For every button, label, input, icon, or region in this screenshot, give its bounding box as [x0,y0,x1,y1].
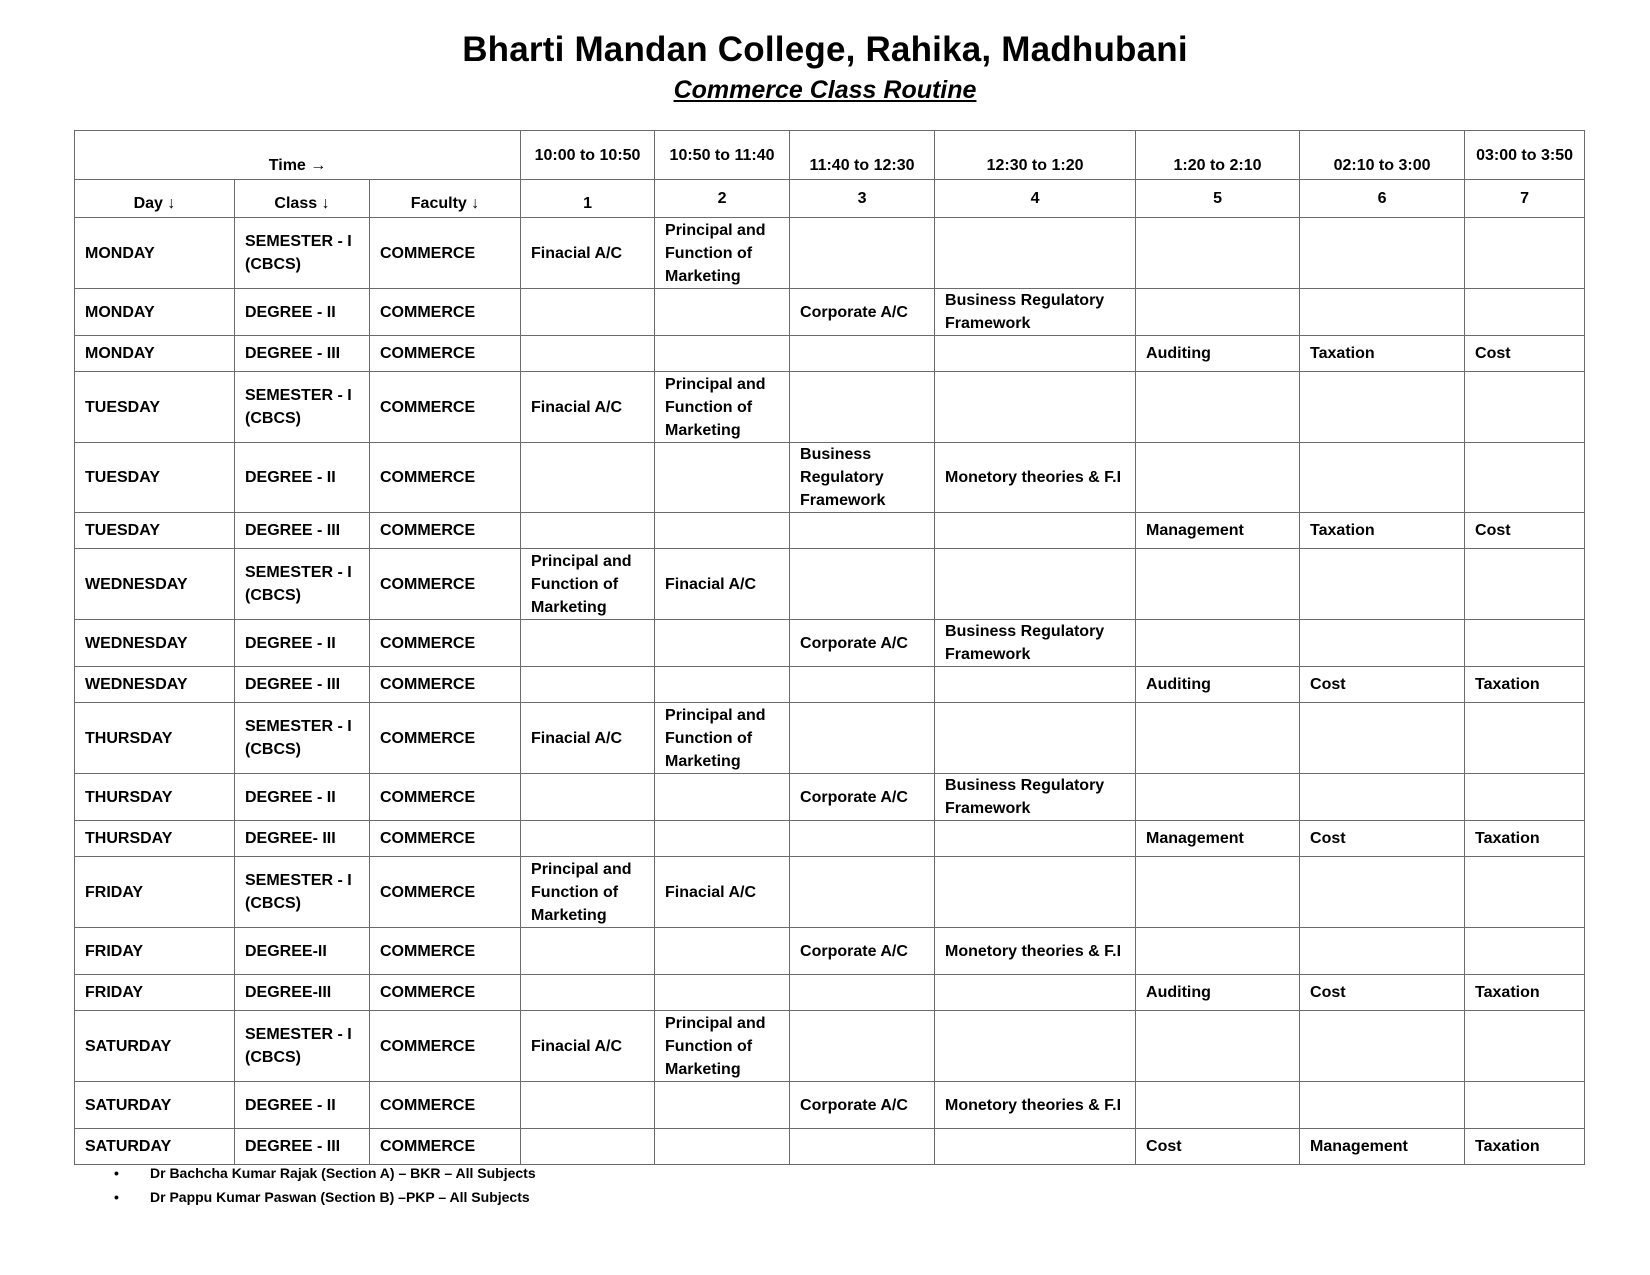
period-1-cell [521,443,655,513]
period-2-cell: Principal and Function of Marketing [655,1011,790,1082]
period-7-cell [1465,928,1585,975]
period-5-cell [1136,928,1300,975]
table-row [75,372,1585,443]
period-7-cell [1465,703,1585,774]
period-7-cell [1465,372,1585,443]
day-cell: TUESDAY [75,443,235,513]
period-6-cell: Taxation [1300,513,1465,549]
class-cell: DEGREE - II [235,774,370,821]
time-slot-6: 02:10 to 3:00 [1300,131,1465,180]
period-4-cell [935,336,1136,372]
period-3-cell [790,1011,935,1082]
faculty-note-text: Dr Pappu Kumar Paswan (Section B) –PKP – All Subjects [150,1189,530,1205]
period-7-cell: Taxation [1465,821,1585,857]
class-column-header: Class ↓ [235,180,370,218]
period-5-cell [1136,1082,1300,1129]
faculty-note-text: Dr Bachcha Kumar Rajak (Section A) – BKR – All Subjects [150,1165,536,1181]
period-5-cell [1136,857,1300,928]
period-3-cell [790,218,935,289]
period-4-cell [935,703,1136,774]
faculty-cell: COMMERCE [370,372,521,443]
period-4-cell [935,975,1136,1011]
table-row [75,336,1585,372]
bullet: • [114,1189,119,1205]
day-cell: TUESDAY [75,372,235,443]
class-cell: DEGREE - II [235,289,370,336]
table-row [75,218,1585,289]
day-cell: FRIDAY [75,975,235,1011]
period-6-cell: Management [1300,1129,1465,1165]
period-2-cell [655,443,790,513]
period-7-cell [1465,1011,1585,1082]
period-6-cell [1300,857,1465,928]
class-cell: DEGREE-III [235,975,370,1011]
period-4-cell: Business Regulatory Framework [935,289,1136,336]
routine-table [74,130,1585,1165]
class-cell: SEMESTER - I (CBCS) [235,703,370,774]
table-row [75,513,1585,549]
period-7-cell [1465,443,1585,513]
class-cell: DEGREE - III [235,513,370,549]
class-cell: DEGREE - III [235,667,370,703]
day-cell: WEDNESDAY [75,667,235,703]
faculty-cell: COMMERCE [370,549,521,620]
faculty-cell: COMMERCE [370,1129,521,1165]
class-cell: DEGREE - III [235,336,370,372]
time-slot-7: 03:00 to 3:50 [1465,131,1585,180]
period-2-cell [655,667,790,703]
period-2-cell: Principal and Function of Marketing [655,372,790,443]
period-6-cell [1300,774,1465,821]
period-3-cell: Corporate A/C [790,289,935,336]
time-slot-3: 11:40 to 12:30 [790,131,935,180]
table-row [75,443,1585,513]
faculty-cell: COMMERCE [370,975,521,1011]
period-2-cell [655,513,790,549]
period-6-cell: Taxation [1300,336,1465,372]
period-4-cell [935,1011,1136,1082]
class-cell: DEGREE - II [235,443,370,513]
period-4-cell: Business Regulatory Framework [935,774,1136,821]
day-cell: THURSDAY [75,821,235,857]
period-6-cell [1300,289,1465,336]
class-cell: DEGREE - II [235,620,370,667]
faculty-cell: COMMERCE [370,667,521,703]
period-number-4: 4 [935,180,1136,218]
period-1-cell: Principal and Function of Marketing [521,549,655,620]
period-2-cell [655,1082,790,1129]
table-row [75,289,1585,336]
period-3-cell [790,667,935,703]
period-4-cell [935,218,1136,289]
table-row [75,821,1585,857]
period-3-cell: Business Regulatory Framework [790,443,935,513]
period-5-cell [1136,774,1300,821]
period-6-cell [1300,620,1465,667]
period-7-cell [1465,857,1585,928]
period-6-cell [1300,1011,1465,1082]
class-cell: DEGREE - III [235,1129,370,1165]
period-6-cell: Cost [1300,667,1465,703]
period-2-cell: Finacial A/C [655,857,790,928]
period-2-cell [655,336,790,372]
period-3-cell [790,821,935,857]
period-3-cell [790,1129,935,1165]
period-7-cell: Taxation [1465,1129,1585,1165]
period-3-cell [790,336,935,372]
faculty-cell: COMMERCE [370,336,521,372]
day-cell: MONDAY [75,289,235,336]
period-3-cell: Corporate A/C [790,774,935,821]
class-cell: DEGREE- III [235,821,370,857]
period-1-cell [521,1082,655,1129]
period-1-cell: Principal and Function of Marketing [521,857,655,928]
period-6-cell [1300,1082,1465,1129]
period-4-cell: Monetory theories & F.I [935,443,1136,513]
period-6-cell [1300,928,1465,975]
period-7-cell: Cost [1465,513,1585,549]
period-1-cell [521,667,655,703]
period-number-6: 6 [1300,180,1465,218]
day-cell: THURSDAY [75,774,235,821]
period-3-cell: Corporate A/C [790,620,935,667]
period-4-cell [935,857,1136,928]
period-1-cell: Finacial A/C [521,1011,655,1082]
page-subtitle: Commerce Class Routine [673,76,977,104]
period-7-cell [1465,549,1585,620]
faculty-note [112,1161,536,1185]
period-4-cell: Monetory theories & F.I [935,1082,1136,1129]
faculty-cell: COMMERCE [370,443,521,513]
period-number-3: 3 [790,180,935,218]
period-2-cell [655,821,790,857]
period-5-cell: Auditing [1136,667,1300,703]
period-7-cell [1465,774,1585,821]
table-row [75,975,1585,1011]
period-number-2: 2 [655,180,790,218]
period-1-cell [521,928,655,975]
period-5-cell: Auditing [1136,336,1300,372]
period-4-cell: Business Regulatory Framework [935,620,1136,667]
time-slot-1: 10:00 to 10:50 [521,131,655,180]
period-3-cell: Corporate A/C [790,1082,935,1129]
time-slot-2: 10:50 to 11:40 [655,131,790,180]
faculty-note [112,1185,536,1209]
period-4-cell [935,821,1136,857]
period-2-cell [655,774,790,821]
period-5-cell [1136,218,1300,289]
period-3-cell [790,372,935,443]
period-7-cell [1465,620,1585,667]
period-1-cell: Finacial A/C [521,218,655,289]
day-column-header: Day ↓ [75,180,235,218]
period-6-cell [1300,703,1465,774]
day-cell: FRIDAY [75,857,235,928]
period-2-cell [655,928,790,975]
period-1-cell [521,620,655,667]
period-5-cell [1136,703,1300,774]
period-7-cell [1465,1082,1585,1129]
class-cell: SEMESTER - I (CBCS) [235,1011,370,1082]
period-1-cell [521,289,655,336]
period-3-cell [790,857,935,928]
table-row [75,1082,1585,1129]
time-label: Time → [75,131,521,180]
class-cell: DEGREE - II [235,1082,370,1129]
day-cell: TUESDAY [75,513,235,549]
period-3-cell [790,549,935,620]
period-6-cell [1300,549,1465,620]
table-row [75,1129,1585,1165]
period-4-cell [935,513,1136,549]
period-7-cell [1465,218,1585,289]
period-7-cell: Taxation [1465,667,1585,703]
period-number-7: 7 [1465,180,1585,218]
day-cell: WEDNESDAY [75,549,235,620]
day-cell: WEDNESDAY [75,620,235,667]
period-5-cell: Management [1136,821,1300,857]
period-7-cell [1465,289,1585,336]
period-number-5: 5 [1136,180,1300,218]
day-cell: THURSDAY [75,703,235,774]
day-cell: MONDAY [75,336,235,372]
period-5-cell [1136,620,1300,667]
table-row [75,703,1585,774]
faculty-column-header: Faculty ↓ [370,180,521,218]
table-row [75,857,1585,928]
day-cell: SATURDAY [75,1129,235,1165]
period-1-cell [521,774,655,821]
period-4-cell: Monetory theories & F.I [935,928,1136,975]
period-1-cell [521,1129,655,1165]
faculty-cell: COMMERCE [370,218,521,289]
period-3-cell: Corporate A/C [790,928,935,975]
column-header-row [75,180,1585,218]
period-1-cell [521,336,655,372]
page-title: Bharti Mandan College, Rahika, Madhubani [462,30,1188,69]
bullet: • [114,1165,119,1181]
table-row [75,928,1585,975]
period-6-cell [1300,372,1465,443]
period-7-cell: Cost [1465,336,1585,372]
period-4-cell [935,1129,1136,1165]
period-5-cell [1136,372,1300,443]
period-2-cell: Principal and Function of Marketing [655,703,790,774]
period-2-cell: Finacial A/C [655,549,790,620]
day-cell: SATURDAY [75,1082,235,1129]
period-3-cell [790,703,935,774]
period-5-cell: Management [1136,513,1300,549]
table-row [75,667,1585,703]
class-cell: SEMESTER - I (CBCS) [235,857,370,928]
time-header-row [75,131,1585,180]
class-cell: SEMESTER - I (CBCS) [235,218,370,289]
time-slot-5: 1:20 to 2:10 [1136,131,1300,180]
faculty-cell: COMMERCE [370,513,521,549]
table-row [75,549,1585,620]
faculty-cell: COMMERCE [370,289,521,336]
period-4-cell [935,667,1136,703]
period-number-1: 1 [521,180,655,218]
period-1-cell [521,513,655,549]
faculty-cell: COMMERCE [370,1011,521,1082]
period-6-cell: Cost [1300,821,1465,857]
period-3-cell [790,513,935,549]
time-slot-4: 12:30 to 1:20 [935,131,1136,180]
day-cell: SATURDAY [75,1011,235,1082]
period-1-cell [521,821,655,857]
class-cell: SEMESTER - I (CBCS) [235,372,370,443]
faculty-cell: COMMERCE [370,857,521,928]
period-1-cell [521,975,655,1011]
faculty-cell: COMMERCE [370,620,521,667]
period-5-cell [1136,549,1300,620]
period-6-cell: Cost [1300,975,1465,1011]
table-row [75,1011,1585,1082]
period-2-cell: Principal and Function of Marketing [655,218,790,289]
period-5-cell [1136,289,1300,336]
period-2-cell [655,620,790,667]
faculty-cell: COMMERCE [370,774,521,821]
faculty-cell: COMMERCE [370,1082,521,1129]
period-5-cell [1136,443,1300,513]
period-5-cell: Cost [1136,1129,1300,1165]
day-cell: FRIDAY [75,928,235,975]
period-2-cell [655,975,790,1011]
period-6-cell [1300,443,1465,513]
period-5-cell: Auditing [1136,975,1300,1011]
table-row [75,774,1585,821]
faculty-cell: COMMERCE [370,821,521,857]
class-cell: SEMESTER - I (CBCS) [235,549,370,620]
period-4-cell [935,372,1136,443]
faculty-cell: COMMERCE [370,928,521,975]
period-2-cell [655,289,790,336]
period-5-cell [1136,1011,1300,1082]
faculty-cell: COMMERCE [370,703,521,774]
period-1-cell: Finacial A/C [521,372,655,443]
period-2-cell [655,1129,790,1165]
period-1-cell: Finacial A/C [521,703,655,774]
faculty-notes [112,1161,536,1209]
day-cell: MONDAY [75,218,235,289]
period-7-cell: Taxation [1465,975,1585,1011]
period-6-cell [1300,218,1465,289]
period-4-cell [935,549,1136,620]
table-row [75,620,1585,667]
class-cell: DEGREE-II [235,928,370,975]
period-3-cell [790,975,935,1011]
